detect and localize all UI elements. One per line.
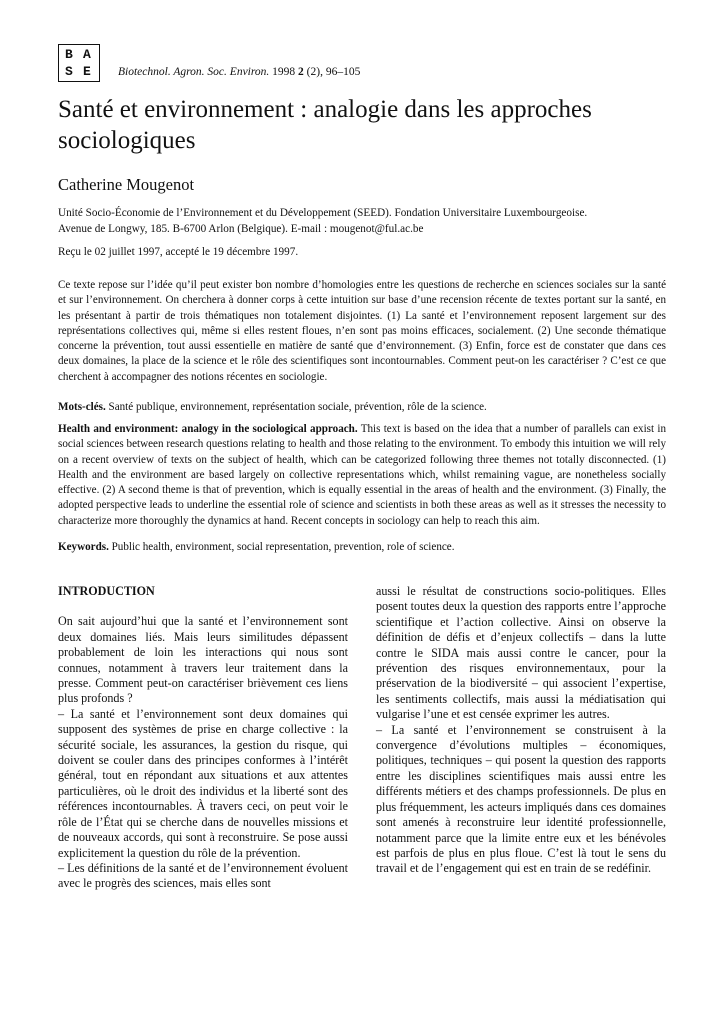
author-name: Catherine Mougenot bbox=[58, 175, 195, 194]
keywords-label: Mots-clés. bbox=[58, 401, 106, 413]
journal-logo bbox=[58, 44, 100, 82]
article-title: Santé et environnement : analogie dans les approches sociologiques bbox=[58, 96, 592, 154]
journal-name: Biotechnol. Agron. Soc. Environ. bbox=[118, 66, 270, 78]
logo-letter: B bbox=[65, 47, 73, 62]
keywords-text: Santé publique, environnement, représentation sociale, prévention, rôle de la science. bbox=[105, 401, 487, 413]
journal-volume: 2 bbox=[298, 66, 304, 78]
body-paragraph: – Les définitions de la santé et de l’environnement évoluent avec le progrès des sciences, mais elles sont bbox=[58, 860, 348, 891]
journal-issue-pages: (2), 96–105 bbox=[306, 66, 361, 78]
received-date: Reçu le 02 juillet 1997, accepté le 19 décembre 1997. bbox=[58, 246, 299, 258]
affiliation-line: Unité Socio-Économie de l’Environnement et du Développement (SEED). Fondation Universitaire Luxembourgeoise. bbox=[58, 207, 588, 219]
body-paragraph: On sait aujourd’hui que la santé et l’environnement sont deux domaines liés. Mais leurs similitudes dépassent probablement de loin les interactions qui nous sont connues, notamment à travers leur traitement dans la presse. Comment peut-on caractériser brièvement ces liens plus profonds ? bbox=[58, 614, 348, 706]
journal-year: 1998 bbox=[272, 66, 296, 78]
journal-citation bbox=[118, 66, 360, 78]
body-column-left bbox=[58, 584, 348, 892]
logo-letter: A bbox=[83, 47, 91, 62]
logo-letter: E bbox=[83, 64, 91, 79]
abstract-en-text: This text is based on the idea that a number of parallels can exist in social sciences between research questions relating to health and those relating to the environment. To embody this intuition we will rely on a recent overview of texts on the subject of health, which can be categorized following three themes not totally disconnected. (1) Health and the environment are based largely on collective representations which, whilst remaining vague, are nonetheless socially effective. (2) A second theme is that of prevention, which is equally essential in the areas of health and the environment. (3) Finally, the adopted perspective leads to underline the essential role of science and scientists in both these areas as well as it stresses the necessity to characterize more thoroughly the dynamics at hand. Recent concepts in sociology can help to reach this aim. bbox=[58, 423, 666, 527]
body-column-right bbox=[376, 584, 666, 877]
abstract-en bbox=[58, 422, 666, 529]
affiliation-line: Avenue de Longwy, 185. B-6700 Arlon (Belgique). E-mail : mougenot@ful.ac.be bbox=[58, 222, 424, 235]
section-heading: INTRODUCTION bbox=[58, 584, 155, 598]
abstract-en-title: Health and environment: analogy in the sociological approach. bbox=[58, 423, 358, 435]
body-paragraph: – La santé et l’environnement se construisent à la convergence d’évolutions multiples – économiques, politiques, techniques – qui posent la question des rapports entre les disciplines scientifiques mais aussi entre les différents métiers et des champs professionnels. De plus en plus fréquemment, les acteurs impliqués dans ces domaines sont amenés à reconstruire leur identité professionnelle, notamment parce que la limite entre eux et les bénévoles est parfois de plus en plus floue. C’est là tout le sens du travail et de l’engagement qui est en train de se redéfinir. bbox=[376, 722, 666, 876]
keywords-fr bbox=[58, 400, 666, 415]
body-paragraph: – La santé et l’environnement sont deux domaines qui supposent des systèmes de prise en charge collective : la sécurité sociale, les assurances, la gestion du risque, qui doivent se couler dans des principes conformes à l’intérêt général, tout en répondant aux situations et aux attentes particulières, où le droit des individus et la liberté sont des références incontournables. À travers ceci, on peut voir le rôle de l’État qui se cherche dans de nouvelles missions et de nouveaux accords, qui sont à reconstruire. Se pose aussi explicitement la question du rôle de la prévention. bbox=[58, 706, 348, 860]
keywords-label: Keywords. bbox=[58, 541, 109, 553]
body-paragraph: aussi le résultat de constructions socio-politiques. Elles posent toutes deux la question des rapports entre l’approche scientifique et l’action collective. Ainsi on observe la définition de défis et d’enjeux collectifs – dans la lutte contre le SIDA mais aussi contre le cancer, pour la prévention des risques environnementaux, pour la préservation de la biodiversité – qui associent l’expertise, les sentiments collectifs, mais aussi la médiatisation qui vulgarise l’une et est censée exprimer les autres. bbox=[376, 584, 666, 722]
keywords-text: Public health, environment, social representation, prevention, role of science. bbox=[108, 541, 455, 553]
logo-letter: S bbox=[65, 64, 73, 79]
abstract-fr: Ce texte repose sur l’idée qu’il peut exister bon nombre d’homologies entre les questions de recherche en sciences sociales sur la santé et sur l’environnement. On cherchera à donner corps à cette intuition sur base d’une recension récente de textes portant sur la santé, en les présentant à partir de trois thématiques non totalement disjointes. (1) La santé et l’environnement reposent largement sur des représentations collectives qui, même si elles restent floues, n’en sont pas moins efficaces, socialement. (2) Une seconde thématique concerne la prévention, tout aussi essentielle en matière de santé que d’environnement. (3) Enfin, force est de constater que dans ces deux domaines, la place de la science et le rôle des scientifiques sont incontournables. Comment peut-on les caractériser ? C’est ce que cherchent à accompagner des notions récentes en sociologie. bbox=[58, 279, 666, 383]
affiliation bbox=[58, 206, 678, 237]
keywords-en bbox=[58, 540, 666, 555]
